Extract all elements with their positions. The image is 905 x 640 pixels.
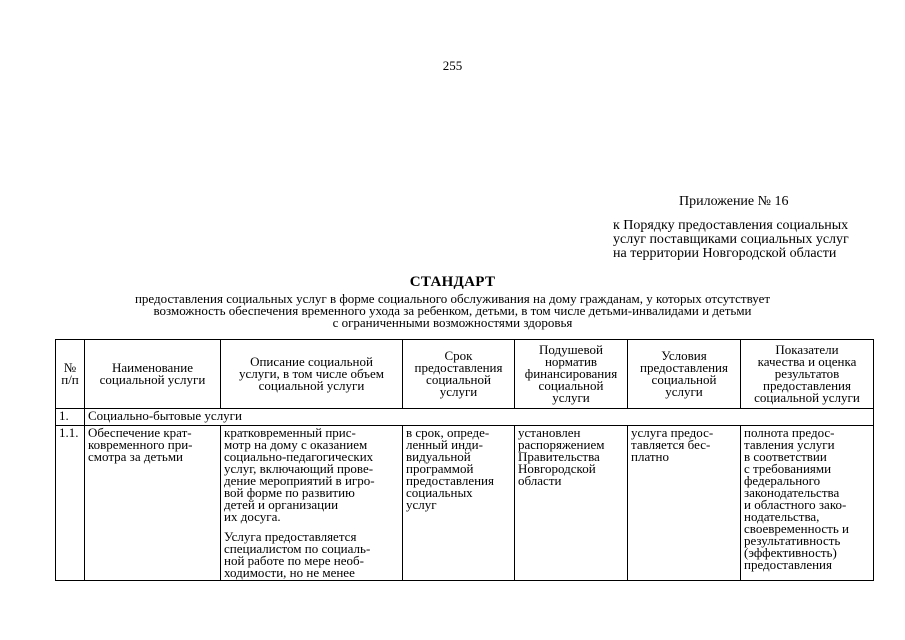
section-title: Социально-бытовые услуги — [85, 409, 874, 426]
appendix-title: Приложение № 16 — [679, 194, 789, 209]
quality-indicators: полнота предос- тавления услуги в соответствии с требованиями федерального законодательства и областного зако- нодательства, своевременность и результативность (эффективность) предоставления — [741, 426, 874, 581]
section-number: 1. — [56, 409, 85, 426]
header-conditions: Условия предоставления социальной услуги — [628, 340, 741, 409]
appendix-line: к Порядку предоставления социальных — [613, 218, 849, 233]
header-quality: Показатели качества и оценка результатов предоставления социальной услуги — [741, 340, 874, 409]
row-number: 1.1. — [56, 426, 85, 581]
service-conditions: услуга предос- тавляется бес- платно — [628, 426, 741, 581]
description-paragraph: Услуга предоставляется специалистом по социаль- ной работе по мере необ- ходимости, но не менее — [224, 529, 371, 580]
header-description: Описание социальной услуги, в том числе объем социальной услуги — [221, 340, 403, 409]
subtitle-line: предоставления социальных услуг в форме социального обслуживания на дому гражданам, у которых отсутствует — [134, 291, 771, 306]
subtitle-line: с ограниченными возможностями здоровья — [332, 315, 573, 330]
page-number: 255 — [442, 58, 463, 73]
service-term: в срок, опреде- ленный инди- видуальной программой предоставления социальных услуг — [403, 426, 515, 581]
header-service-name: Наименование социальной услуги — [85, 340, 221, 409]
table-header-row — [56, 340, 874, 409]
subtitle-line: возможность обеспечения временного ухода за ребенком, детьми, в том числе детьми-инвалидами и детьми — [153, 303, 752, 318]
header-number: № п/п — [56, 340, 85, 409]
standard-table — [55, 339, 874, 581]
header-term: Срок предоставления социальной услуги — [403, 340, 515, 409]
service-name: Обеспечение крат- ковременного при- смотра за детьми — [85, 426, 221, 581]
table-row — [56, 426, 874, 581]
appendix-block — [613, 195, 849, 261]
appendix-line: на территории Новгородской области — [613, 246, 837, 261]
appendix-line: услуг поставщиками социальных услуг — [613, 232, 849, 247]
financing-norm: установлен распоряжением Правительства Новгородской области — [515, 426, 628, 581]
header-financing-norm: Подушевой норматив финансирования социальной услуги — [515, 340, 628, 409]
description-paragraph: кратковременный прис- мотр на дому с оказанием социально-педагогических услуг, включающий прове- дение мероприятий в игро- вой форме по развитию детей и организации их досуга. — [224, 425, 375, 524]
document-title: СТАНДАРТ — [409, 274, 496, 290]
table-section-row — [56, 409, 874, 426]
document-subtitle — [0, 293, 905, 329]
service-description — [221, 426, 403, 581]
